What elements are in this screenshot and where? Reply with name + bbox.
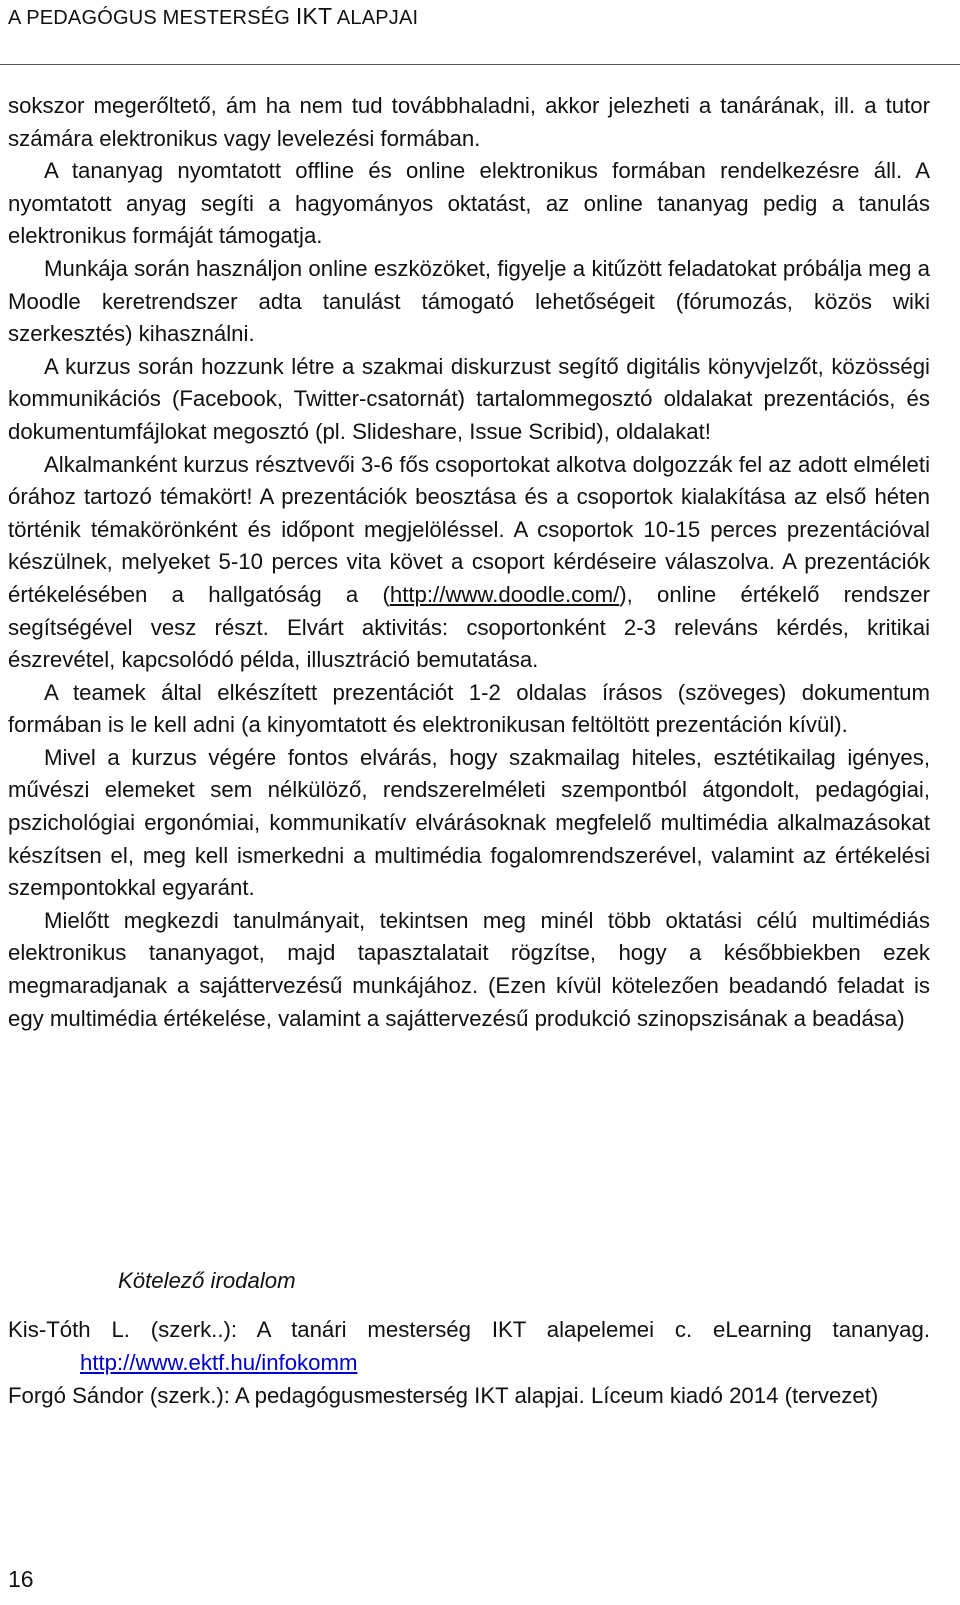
paragraph-1: sokszor megerőltető, ám ha nem tud továbbhaladni, akkor jelezheti a tanárának, ill. a tutor számára elektronikus vagy levelezési formában. [8,93,930,151]
doodle-link[interactable]: http://www.doodle.com/ [389,581,620,607]
paragraph-8: Mielőtt megkezdi tanulmányait, tekintsen meg minél több oktatási célú multimédiás elektronikus tananyagot, majd tapasztalatait rögzítse, hogy a későbbiekben ezek megmaradjanak a sajáttervezésű munkájához. (Ezen kívül kötelezően beadandó feladat is egy multimédia értékelése, valamint a sajáttervezésű produkció szinopszisának a beadása) [8,907,930,1031]
header-rule [0,64,960,65]
body-text [8,90,930,1035]
literature-heading: Kötelező irodalom [118,1268,296,1293]
paragraph-3: Munkája során használjon online eszközöket, figyelje a kitűzött feladatokat próbálja meg a Moodle keretrendszer adta tanulást támogató lehetőségeit (fórumozás, közös wiki szerkesztés) kihasználni. [8,255,930,347]
reference-list [8,1313,930,1412]
reference-1-text: Kis-Tóth L. (szerk..): A tanári mesterség IKT alapelemei c. eLearning tananyag. [8,1317,930,1342]
running-header [8,2,418,32]
header-ikt: IKT [295,3,333,29]
paragraph-4: A kurzus során hozzunk létre a szakmai diskurzust segítő digitális könyvjelzőt, közösségi kommunikációs (Facebook, Twitter-csatornát) tartalommegosztó oldalakat prezentációs, és dokumentumfájlokat megosztó (pl. Slideshare, Issue Scribid), oldalakat! [8,353,930,444]
reference-item-1 [8,1313,930,1379]
page-number: 16 [8,1566,34,1592]
ektf-link[interactable]: http://www.ektf.hu/infokomm [80,1350,358,1375]
reference-item-2: Forgó Sándor (szerk.): A pedagógusmesterség IKT alapjai. Líceum kiadó 2014 (tervezet) [8,1383,879,1408]
paragraph-6: A teamek által elkészített prezentációt 1-2 oldalas írásos (szöveges) dokumentum formában is le kell adni (a kinyomtatott és elektronikusan feltöltött prezentáción kívül). [8,679,930,738]
paragraph-5 [8,449,930,677]
header-prefix: A PEDAGÓGUS MESTERSÉG [8,7,296,29]
paragraph-5-text-a: Alkalmanként kurzus résztvevői 3-6 fős csoportokat alkotva dolgozzák fel az adott elméleti órához tartozó témakört! A prezentációk beosztása és a csoportok kialakítása az első héten történik témakörönként és időpont megjelöléssel. A csoportok 10-15 perces prezentációval készülnek, melyeket 5-10 perces vita követ a csoport kérdéseire válaszolva. A prezentációk értékelésében a hallgatóság a ( [8,451,930,607]
header-suffix: ALAPJAI [332,7,419,29]
paragraph-7: Mivel a kurzus végére fontos elvárás, hogy szakmailag hiteles, esztétikailag igényes, művészi elemeket sem nélkülöző, rendszerelméleti szempontból átgondolt, pedagógiai, pszichológiai ergonómiai, kommunikatív elvárásoknak megfelelő multimédia alkalmazásokat készítsen el, meg kell ismerkedni a multimédia fogalomrendszerével, valamint az értékelési szempontokkal egyaránt. [8,744,930,901]
paragraph-5-text-b: ), online értékelő rendszer segítségével vesz részt. Elvárt aktivitás: csoportonként 2-3 releváns kérdés, kritikai észrevétel, kapcsolódó példa, illusztráció bemutatása. [8,581,930,673]
paragraph-2: A tananyag nyomtatott offline és online elektronikus formában rendelkezésre áll. A nyomtatott anyag segíti a hagyományos oktatást, az online tananyag pedig a tanulás elektronikus formáját támogatja. [8,158,930,249]
